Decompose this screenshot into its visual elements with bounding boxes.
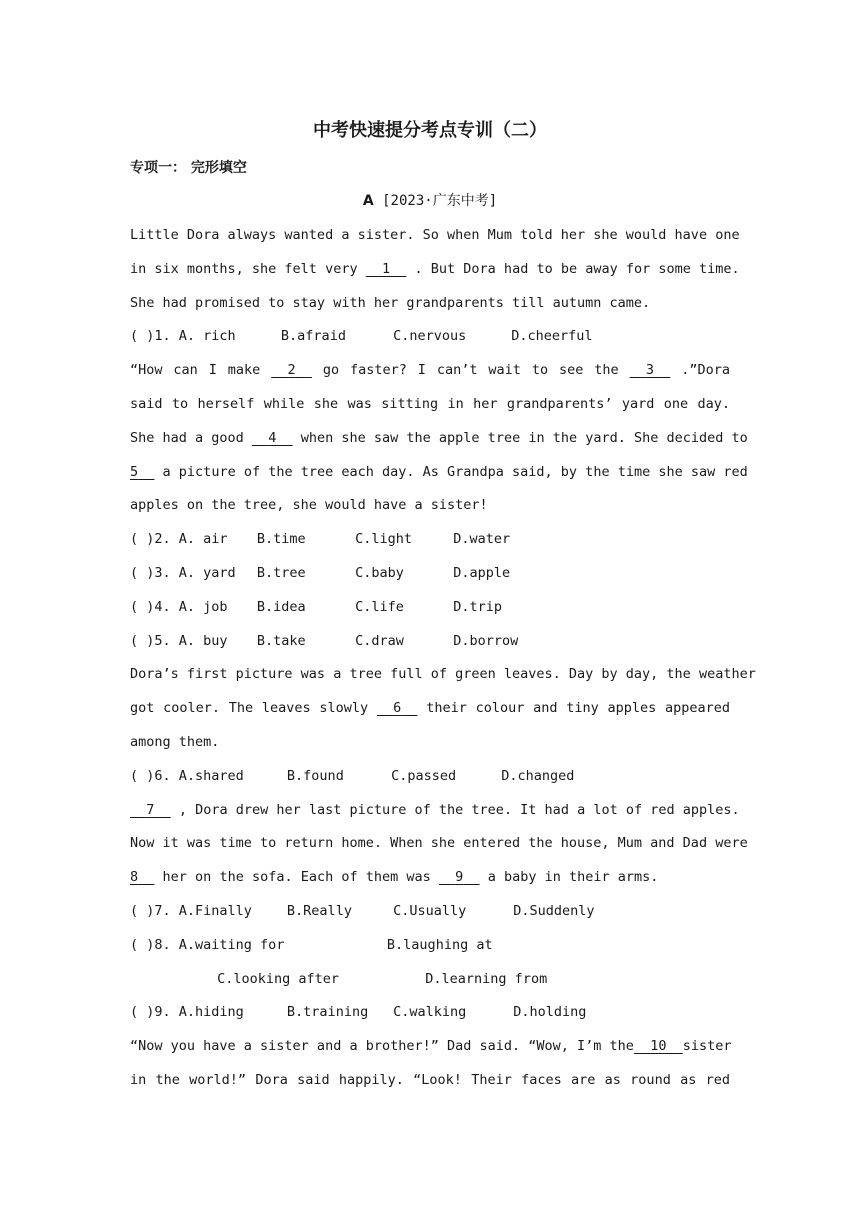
page-title: 中考快速提分考点专训（二） (313, 120, 547, 141)
question-7: ( )7. A.Finally B.Really C.Usually D.Suddenly (130, 902, 595, 919)
text-line: among them. (130, 733, 220, 750)
blank-7: 7 (146, 801, 155, 818)
question-8-continued: C.looking after D.learning from (217, 970, 548, 987)
blank-6: 6 (393, 700, 402, 717)
text-line: said to herself while she was sitting in her grandparents’ yard one day. (130, 395, 730, 412)
text-line: Now it was time to return home. When she entered the house, Mum and Dad were (130, 835, 748, 852)
passage-source: [2023·广东中考] (382, 193, 498, 209)
text-line: in six months, she felt very 1 . But Dora had to be away for some time. (130, 254, 730, 288)
text-line: 7 , Dora drew her last picture of the tree. It had a lot of red apples. (130, 795, 730, 829)
blank-3: 3 (645, 362, 655, 379)
text-line: 5 a picture of the tree each day. As Grandpa said, by the time she saw red (130, 457, 730, 491)
blank-10: 10 (650, 1038, 667, 1055)
passage-letter: A (362, 193, 374, 209)
blank-4: 4 (268, 429, 277, 446)
question-6: ( )6. A.shared B.found C.passed D.changed (130, 767, 575, 784)
passage-body (130, 220, 756, 1099)
question-3: ( )3. A. yard B.tree C.baby D.apple (130, 564, 511, 581)
text-line: 8 her on the sofa. Each of them was 9 a baby in their arms. (130, 862, 730, 896)
blank-2: 2 (287, 362, 296, 379)
question-5: ( )5. A. buy B.take C.draw D.borrow (130, 632, 519, 649)
text-line: got cooler. The leaves slowly 6 their colour and tiny apples appeared (130, 693, 730, 727)
blank-9: 9 (455, 869, 464, 886)
blank-5: 5 (130, 463, 139, 480)
question-4: ( )4. A. job B.idea C.life D.trip (130, 598, 502, 615)
text-line: “Now you have a sister and a brother!” Dad said. “Wow, I’m the 10 sister (130, 1031, 730, 1065)
question-8: ( )8. A.waiting for B.laughing at (130, 936, 493, 953)
question-2: ( )2. A. air B.time C.light D.water (130, 531, 511, 548)
question-9: ( )9. A.hiding B.training C.walking D.holding (130, 1004, 587, 1021)
blank-1: 1 (381, 260, 391, 277)
text-line: She had promised to stay with her grandparents till autumn came. (130, 294, 651, 311)
text-line: in the world!” Dora said happily. “Look! Their faces are as round as red (130, 1071, 730, 1088)
text-line: apples on the tree, she would have a sister! (130, 497, 488, 514)
text-line: Little Dora always wanted a sister. So when Mum told her she would have one (130, 227, 740, 243)
blank-8: 8 (130, 869, 139, 886)
text-line: She had a good 4 when she saw the apple tree in the yard. She decided to (130, 423, 730, 457)
section-heading: 专项一： 完形填空 (130, 160, 247, 176)
text-line: “How can I make 2 go faster? I can’t wait to see the 3 .”Dora (130, 355, 730, 389)
text-line: Dora’s first picture was a tree full of green leaves. Day by day, the weather (130, 666, 756, 683)
passage-subtitle (0, 190, 860, 210)
question-1: ( )1. A. rich B.afraid C.nervous D.cheerful (130, 328, 593, 345)
